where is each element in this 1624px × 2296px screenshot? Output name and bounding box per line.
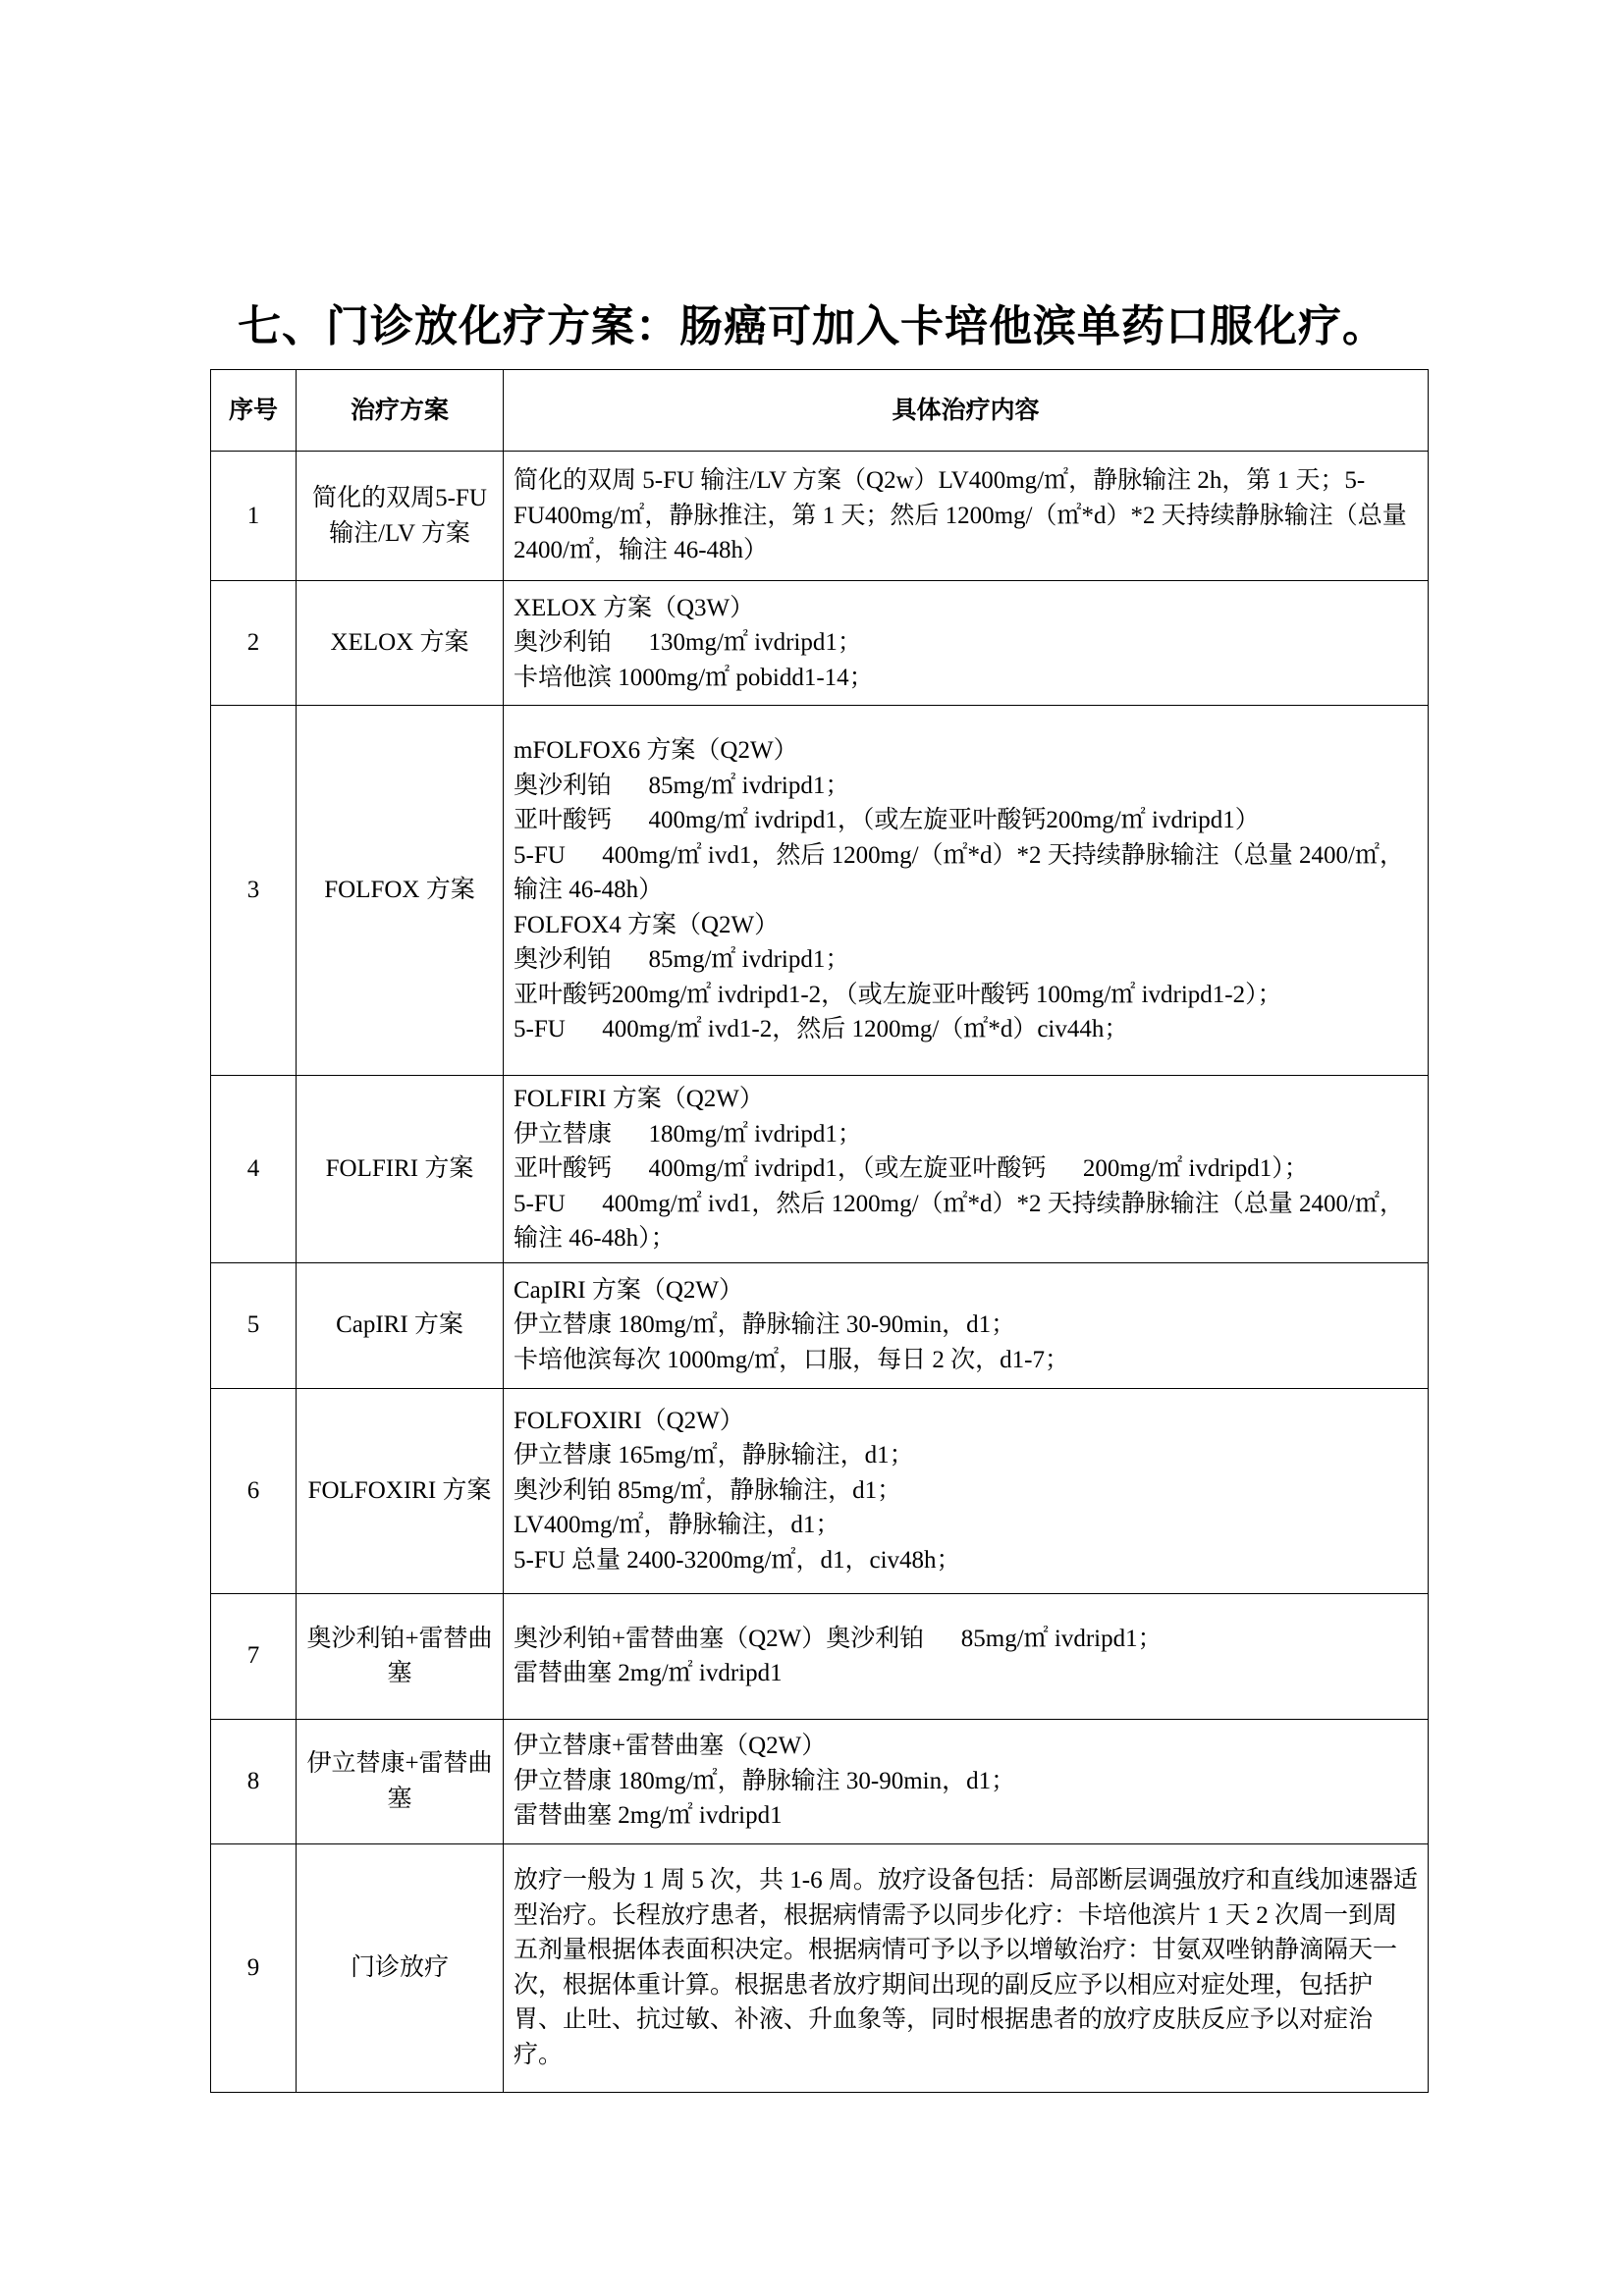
detail-line: 伊立替康+雷替曲塞（Q2W） <box>514 1733 827 1760</box>
detail-line: 伊立替康 180mg/㎡，静脉输注 30-90min，d1； <box>514 1311 1016 1339</box>
detail-line: 简化的双周 5-FU 输注/LV 方案（Q2w）LV400mg/㎡，静脉输注 2h，第 1 天；5-FU400mg/㎡，静脉推注，第 1 天；然后 1200mg/（㎡*d）*2 天持续静脉输注（总量 2400/㎡，输注 46-48h） <box>514 467 1413 564</box>
table-row <box>211 706 1429 1076</box>
page-title: 七、门诊放化疗方案：肠癌可加入卡培他滨单药口服化疗。 <box>238 301 1386 351</box>
table-row <box>211 1719 1429 1843</box>
regimen-details <box>504 1388 1429 1593</box>
detail-line: 奥沙利铂 85mg/㎡，静脉输注，d1； <box>514 1476 902 1504</box>
regimen-name: FOLFIRI 方案 <box>297 1076 504 1263</box>
detail-line: XELOX 方案（Q3W） <box>514 594 755 621</box>
detail-line: mFOLFOX6 方案（Q2W） <box>514 737 798 765</box>
regimen-details <box>504 706 1429 1076</box>
table-row <box>211 1262 1429 1388</box>
detail-line: FOLFOX4 方案（Q2W） <box>514 911 780 938</box>
regimen-name: CapIRI 方案 <box>297 1262 504 1388</box>
table-header-row <box>211 370 1429 452</box>
detail-line: 奥沙利铂 85mg/㎡ ivdripd1； <box>514 772 850 799</box>
detail-line: FOLFIRI 方案（Q2W） <box>514 1086 764 1112</box>
detail-line: 5-FU 400mg/㎡ ivd1，然后 1200mg/（㎡*d）*2 天持续静脉输注（总量 2400/㎡，输注 46-48h）； <box>514 1190 1404 1252</box>
detail-line: 雷替曲塞 2mg/㎡ ivdripd1 <box>514 1802 783 1830</box>
regimen-name: 奥沙利铂+雷替曲塞 <box>297 1593 504 1719</box>
row-number: 1 <box>211 452 297 581</box>
row-number: 5 <box>211 1262 297 1388</box>
header-details: 具体治疗内容 <box>504 370 1429 452</box>
table-row <box>211 1076 1429 1263</box>
detail-line: 奥沙利铂 130mg/㎡ ivdripd1； <box>514 629 862 657</box>
regimen-details <box>504 1593 1429 1719</box>
detail-line: CapIRI 方案（Q2W） <box>514 1276 743 1304</box>
row-number: 2 <box>211 581 297 706</box>
regimen-details <box>504 452 1429 581</box>
detail-line: 伊立替康 180mg/㎡ ivdripd1； <box>514 1120 862 1148</box>
detail-line: 5-FU 400mg/㎡ ivd1-2，然后 1200mg/（㎡*d）civ44h； <box>514 1016 1129 1043</box>
detail-line: 奥沙利铂+雷替曲塞（Q2W）奥沙利铂 85mg/㎡ ivdripd1； <box>514 1625 1163 1652</box>
regimen-details <box>504 1076 1429 1263</box>
table-row <box>211 1843 1429 2092</box>
detail-line: 亚叶酸钙200mg/㎡ ivdripd1-2，（或左旋亚叶酸钙 100mg/㎡ ivdripd1-2）； <box>514 981 1282 1008</box>
regimen-table <box>210 369 1429 2093</box>
detail-line: 卡培他滨每次 1000mg/㎡，口服，每日 2 次，d1-7； <box>514 1346 1069 1373</box>
detail-line: 5-FU 总量 2400-3200mg/㎡，d1，civ48h； <box>514 1546 961 1574</box>
row-number: 3 <box>211 706 297 1076</box>
row-number: 9 <box>211 1843 297 2092</box>
table-row <box>211 581 1429 706</box>
regimen-details <box>504 1719 1429 1843</box>
regimen-name: FOLFOX 方案 <box>297 706 504 1076</box>
row-number: 7 <box>211 1593 297 1719</box>
detail-line: 奥沙利铂 85mg/㎡ ivdripd1； <box>514 946 850 974</box>
detail-line: 亚叶酸钙 400mg/㎡ ivdripd1，（或左旋亚叶酸钙200mg/㎡ ivdripd1） <box>514 807 1260 834</box>
detail-line: FOLFOXIRI（Q2W） <box>514 1407 744 1434</box>
regimen-name: XELOX 方案 <box>297 581 504 706</box>
table-row <box>211 1593 1429 1719</box>
detail-line: 伊立替康 180mg/㎡，静脉输注 30-90min，d1； <box>514 1767 1016 1794</box>
table-row <box>211 452 1429 581</box>
regimen-name: 门诊放疗 <box>297 1843 504 2092</box>
row-number: 6 <box>211 1388 297 1593</box>
row-number: 4 <box>211 1076 297 1263</box>
detail-line: 5-FU 400mg/㎡ ivd1，然后 1200mg/（㎡*d）*2 天持续静脉输注（总量 2400/㎡，输注 46-48h） <box>514 841 1404 904</box>
header-number: 序号 <box>211 370 297 452</box>
regimen-name: FOLFOXIRI 方案 <box>297 1388 504 1593</box>
detail-line: 亚叶酸钙 400mg/㎡ ivdripd1，（或左旋亚叶酸钙 200mg/㎡ ivdripd1）； <box>514 1155 1309 1182</box>
detail-line: 卡培他滨 1000mg/㎡ pobidd1-14； <box>514 664 874 691</box>
header-regimen: 治疗方案 <box>297 370 504 452</box>
row-number: 8 <box>211 1719 297 1843</box>
regimen-name: 伊立替康+雷替曲塞 <box>297 1719 504 1843</box>
detail-line: 伊立替康 165mg/㎡，静脉输注，d1； <box>514 1442 914 1469</box>
table-row <box>211 1388 1429 1593</box>
regimen-details <box>504 1262 1429 1388</box>
regimen-name: 简化的双周5-FU 输注/LV 方案 <box>297 452 504 581</box>
regimen-details <box>504 581 1429 706</box>
detail-line: 放疗一般为 1 周 5 次，共 1-6 周。放疗设备包括：局部断层调强放疗和直线加速器适型治疗。长程放疗患者，根据病情需予以同步化疗：卡培他滨片 1 天 2 次周一到周五剂量根据体表面积决定。根据病情可予以予以增敏治疗：甘氨双唑钠静滴隔天一次，根据体重计算。根据患者放疗期间出现的副反应予以相应对症处理，包括护胃、止吐、抗过敏、补液、升血象等，同时根据患者的放疗皮肤反应予以对症治疗。 <box>514 1867 1418 2068</box>
detail-line: 雷替曲塞 2mg/㎡ ivdripd1 <box>514 1660 783 1686</box>
detail-line: LV400mg/㎡，静脉输注，d1； <box>514 1512 840 1539</box>
regimen-details <box>504 1843 1429 2092</box>
